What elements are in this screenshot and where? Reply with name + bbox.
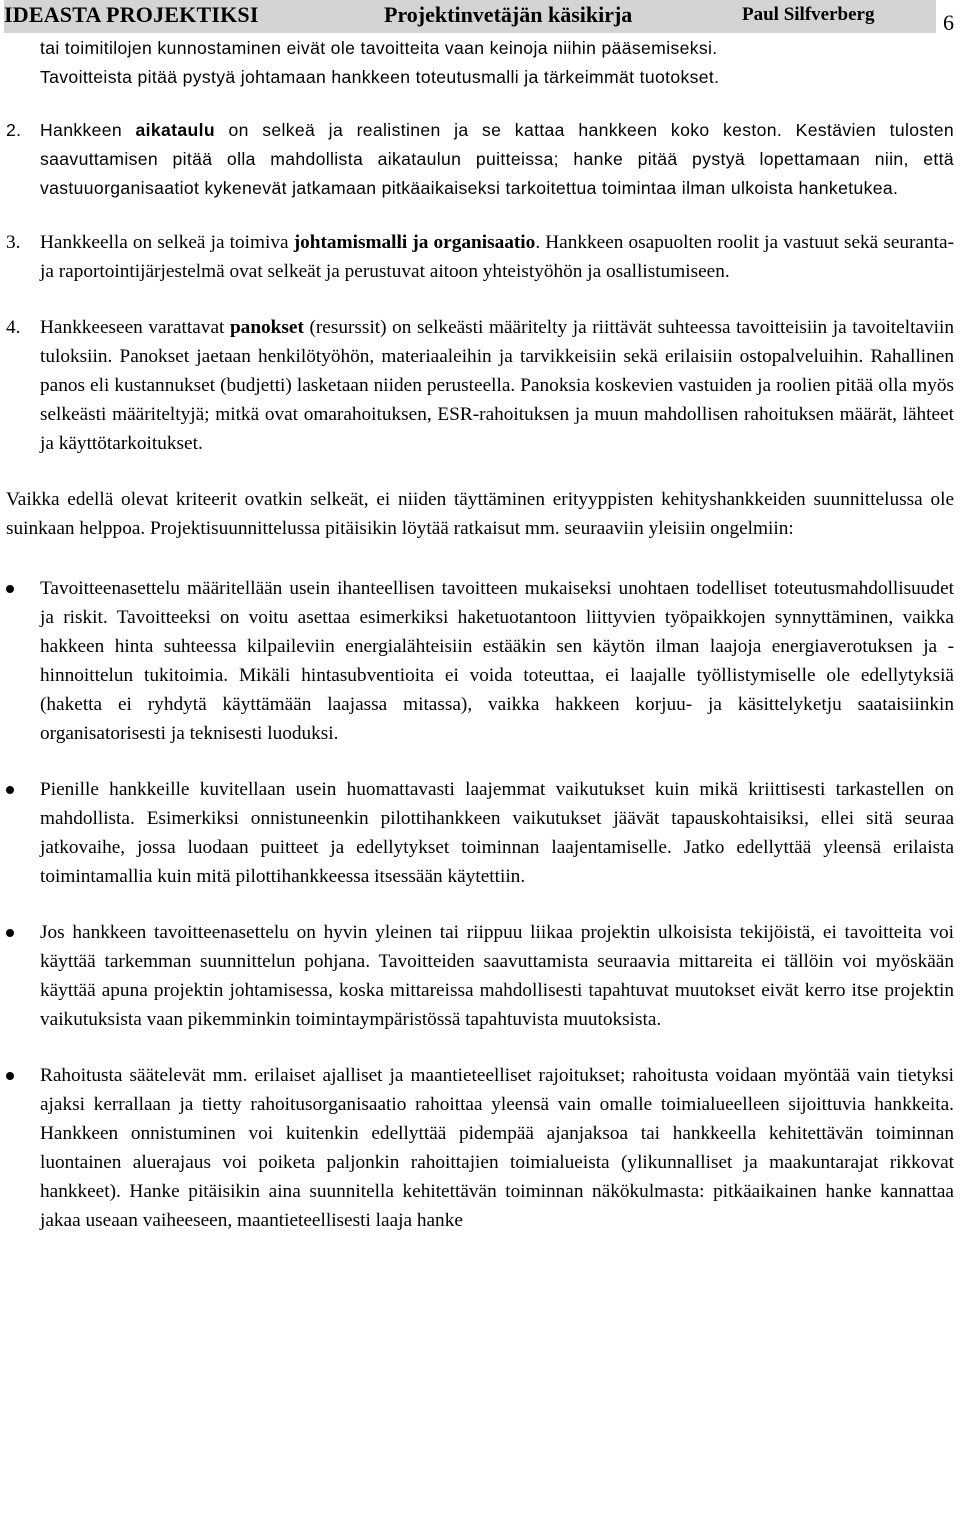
criterion-2: 2. Hankkeen aikataulu on selkeä ja realistinen ja se kattaa hankkeen koko keston. Kestävien tulosten saavuttamisen pitää olla mahdollista aikataulun puitteissa; hanke pitää pystyä lopettamaan niin, että vastuuorganisaatiot kykenevät jatkamaan pitkäaikaiseksi tarkoitettua toimintaa ilman ulkoista hanketukea. — [6, 116, 954, 203]
criterion-4-number: 4. — [6, 317, 21, 338]
criterion-3-keyword: johtamismalli ja organisaatio — [293, 232, 536, 253]
bullet-item: Jos hankkeen tavoitteenasettelu on hyvin yleinen tai riippuu liikaa projektin ulkoisista tekijöistä, ei tavoitteita voi käyttää tarkemman suunnittelun pohjana. Tavoitteiden saavuttamista seuraavia mittareita ei tällöin voi myöskään käyttää apuna projektin johtamisessa, koska mittareissa mahdollisesti tapahtuvat muutokset eivät kerro itse projektin vaikutuksista vaan pikemminkin toimintaympäristössä tapahtuvista muutoksista. — [6, 918, 954, 1034]
bullet-item: Pienille hankkeille kuvitellaan usein huomattavasti laajemmat vaikutukset kuin mikä kriittisesti tarkastellen on mahdollista. Esimerkiksi onnistuneenkin pilottihankkeen vaikutukset jäävät tapauskohtaisiksi, ellei sitä seuraa jatkovaihe, jossa luodaan puitteet ja edellytykset toiminnan laajentamiselle. Jatko edellyttää yleensä erilaista toimintamallia kuin mitä pilottihankkeessa itsessään käytettiin. — [6, 775, 954, 891]
header-title: IDEASTA PROJEKTIKSI — [4, 2, 259, 27]
bullet-icon — [6, 786, 14, 794]
bullet-icon — [6, 929, 14, 937]
page-number: 6 — [943, 10, 954, 35]
page-header — [4, 0, 954, 34]
intro-line-2: Tavoitteista pitää pystyä johtamaan hankkeen toteutusmalli ja tärkeimmät tuotokset. — [40, 67, 720, 87]
criterion-2-keyword: aikataulu — [135, 120, 215, 140]
intro-paragraph — [6, 34, 954, 92]
criterion-4-keyword: panokset — [229, 317, 304, 338]
criterion-4: 4. Hankkeeseen varattavat panokset (resurssit) on selkeästi määritelty ja riittävät suhteessa tavoitteisiin ja tavoiteltaviin tuloksiin. Panokset jaetaan henkilötyöhön, materiaaleihin ja tarvikkeisiin sekä erilaisiin ostopalveluihin. Rahallinen panos eli kustannukset (budjetti) lasketaan niiden perusteella. Panoksia koskevien vastuiden ja roolien pitää olla myös selkeästi määriteltyjä; mitkä ovat omarahoituksen, ESR-rahoituksen ja muun mahdollisen rahoituksen määrät, lähteet ja käyttötarkoitukset. — [6, 313, 954, 458]
page-body — [6, 34, 954, 1235]
bullet-item: Tavoitteenasettelu määritellään usein ihanteellisen tavoitteen mukaiseksi unohtaen todelliset toteutusmahdollisuudet ja riskit. Tavoitteeksi on voitu asettaa esimerkiksi haketuotantoon liittyvien työpaikkojen synnyttäminen, vaikka hakkeen hinta suhteessa kilpaileviin energialähteisiin estääkin sen käytön ilman laajoja energiaverotuksen ja -hinnoittelun tukitoimia. Mikäli hintasubventioita ei voida toteuttaa, ei laajalle työllistymiselle ole edellytyksiä (haketta ei ryhdytä käyttämään laajassa mitassa), vaikka hakkeen korjuu- ja käsittelyketju saataisiinkin organisatorisesti ja teknisesti luoduksi. — [6, 574, 954, 748]
bullet-item: Rahoitusta säätelevät mm. erilaiset ajalliset ja maantieteelliset rajoitukset; rahoitusta voidaan myöntää vain tietyksi ajaksi kerrallaan ja tietty rahoitusorganisaatio rahoittaa yleensä vain omalle toimialueelleen sijoittuvia hankkeita. Hankkeen onnistuminen voi kuitenkin edellyttää pidempää ajanjaksoa tai hankkeella kehitettävän toiminnan luontainen aluerajaus voi poiketa paljonkin rahoittajien toimialueista (ylikunnalliset ja maakuntarajat rikkovat hankkeet). Hanke pitäisikin aina suunnitella kehitettävän toiminnan näkökulmasta: pitkäaikainen hanke kannattaa jakaa useaan vaiheeseen, maantieteellisesti laaja hanke — [6, 1061, 954, 1235]
intro-line-1: tai toimitilojen kunnostaminen eivät ole tavoitteita vaan keinoja niihin pääsemiseksi. — [40, 38, 718, 58]
bullet-icon — [6, 1072, 14, 1080]
criterion-3-number: 3. — [6, 232, 21, 253]
criterion-2-number: 2. — [6, 120, 22, 140]
header-author: Paul Silfverberg — [742, 4, 875, 25]
summary-paragraph: Vaikka edellä olevat kriteerit ovatkin selkeät, ei niiden täyttäminen erityyppisten kehityshankkeiden suunnittelussa ole suinkaan helppoa. Projektisuunnittelussa pitäisikin löytää ratkaisut mm. seuraaviin yleisiin ongelmiin: — [6, 489, 954, 539]
header-book-title: Projektinvetäjän käsikirja — [384, 2, 633, 27]
criterion-3: 3. Hankkeella on selkeä ja toimiva johtamismalli ja organisaatio. Hankkeen osapuolten roolit ja vastuut sekä seuranta- ja raportointijärjestelmä ovat selkeät ja perustuvat aitoon yhteistyöhön ja osallistumiseen. — [6, 228, 954, 286]
bullet-icon — [6, 585, 14, 593]
